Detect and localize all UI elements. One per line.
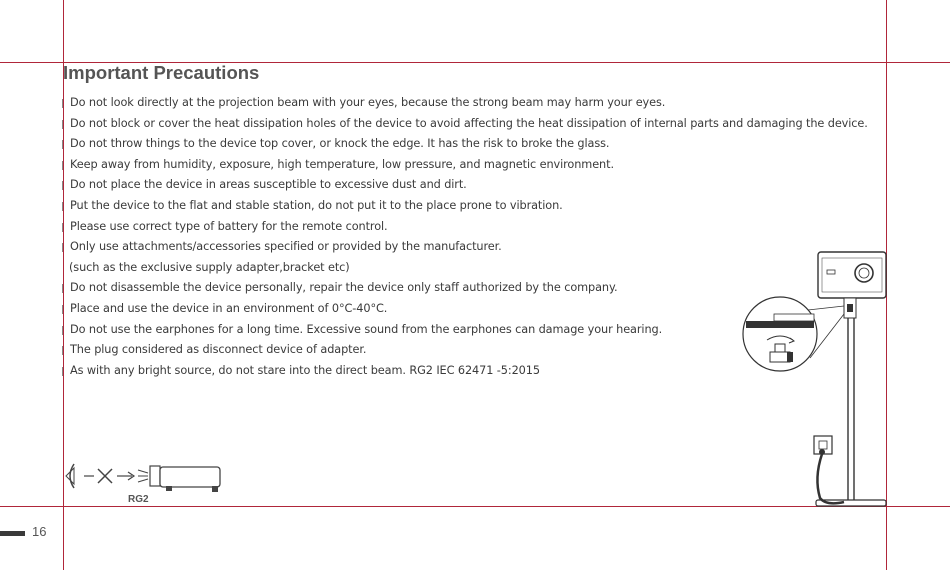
- rg2-label: RG2: [128, 494, 149, 505]
- list-item-note: (such as the exclusive supply adapter,bracket etc): [69, 260, 350, 274]
- list-item: Place and use the device in an environment of 0°C-40°C.: [62, 299, 882, 320]
- list-item: Do not throw things to the device top cover, or knock the edge. It has the risk to broke the glass.: [62, 134, 882, 155]
- list-item: Do not disassemble the device personally, repair the device only staff authorized by the company.: [62, 278, 882, 299]
- page-title: Important Precautions: [63, 62, 260, 83]
- list-item: Please use correct type of battery for the remote control.: [62, 217, 882, 238]
- list-item: Keep away from humidity, exposure, high temperature, low pressure, and magnetic environment.: [62, 155, 882, 176]
- page-number: 16: [32, 524, 47, 539]
- projector-stand-illustration: [740, 248, 900, 514]
- list-item: Only use attachments/accessories specified or provided by the manufacturer.: [62, 237, 882, 258]
- list-item: As with any bright source, do not stare into the direct beam. RG2 IEC 62471 -5:2015: [62, 361, 882, 382]
- list-item: Do not use the earphones for a long time. Excessive sound from the earphones can damage your hearing.: [62, 320, 882, 341]
- rg2-warning-illustration: [62, 458, 232, 512]
- list-item: Do not look directly at the projection beam with your eyes, because the strong beam may harm your eyes.: [62, 93, 882, 114]
- list-item: The plug considered as disconnect device of adapter.: [62, 340, 882, 361]
- page-number-bar: [0, 531, 25, 536]
- list-item: Do not place the device in areas susceptible to excessive dust and dirt.: [62, 175, 882, 196]
- list-item: Put the device to the flat and stable station, do not put it to the place prone to vibration.: [62, 196, 882, 217]
- projector-stand-icon: [740, 248, 900, 510]
- list-item: Do not block or cover the heat dissipation holes of the device to avoid affecting the heat dissipation of internal parts and damaging the device.: [62, 114, 885, 135]
